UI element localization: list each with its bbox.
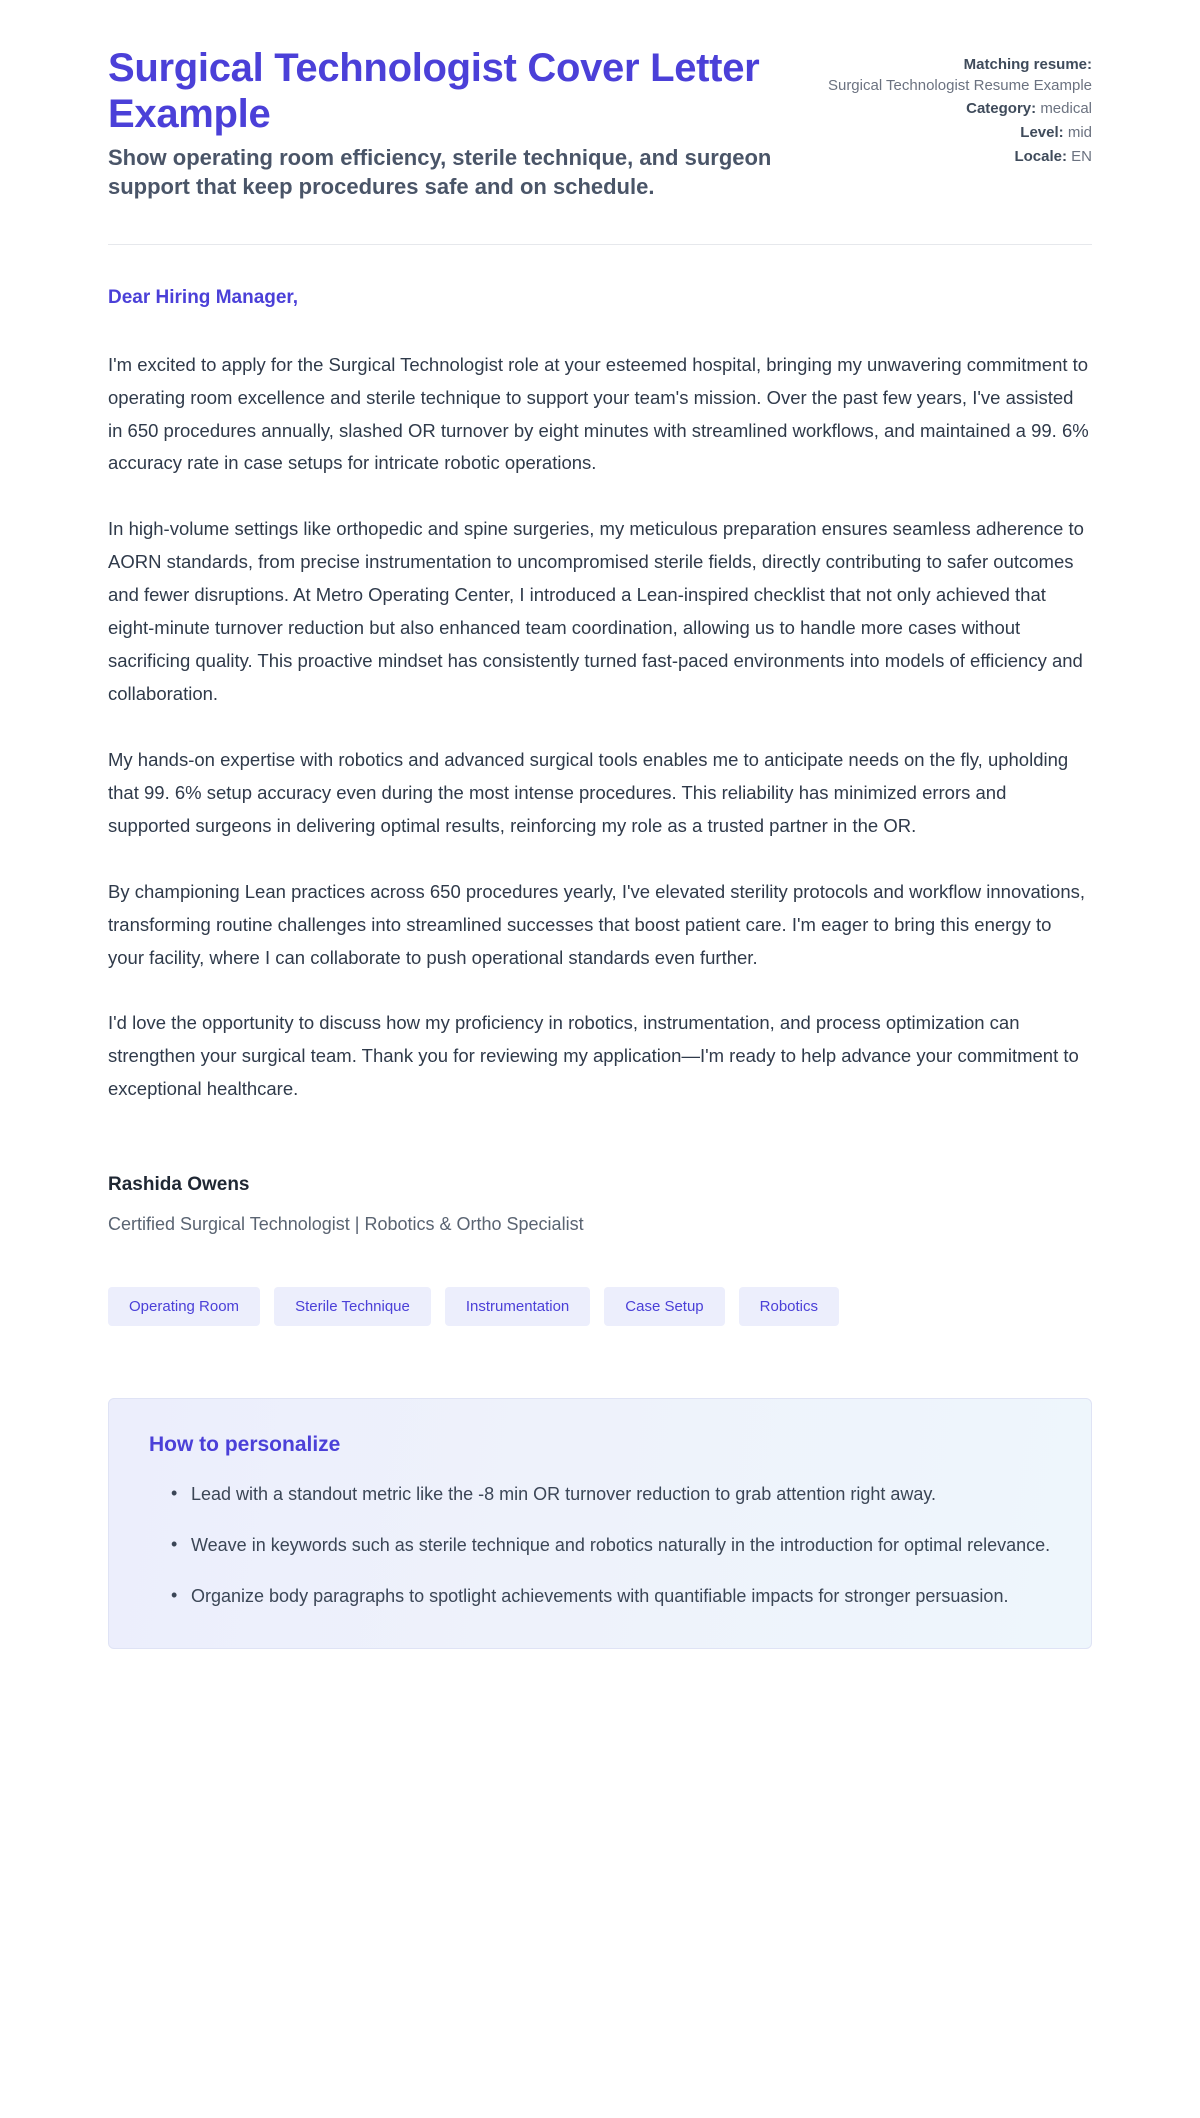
letter-body <box>108 287 1092 1107</box>
letter-paragraph: By championing Lean practices across 650 procedures yearly, I've elevated sterility protocols and workflow innovations, transforming routine challenges into streamlined successes that boost patient care. I'm eager to bring this energy to your facility, where I can collaborate to push operational standards even further. <box>108 880 1085 968</box>
header-text-block <box>108 46 788 202</box>
page-title: Surgical Technologist Cover Letter Example <box>108 46 760 136</box>
meta-matching-resume-label: Matching resume: <box>963 56 1092 73</box>
letter-paragraphs <box>108 349 1092 1107</box>
tag-chip[interactable]: Robotics <box>739 1287 839 1326</box>
meta-locale-value: EN <box>1071 147 1092 165</box>
letter-paragraph: In high-volume settings like orthopedic and spine surgeries, my meticulous preparation ensures seamless adherence to AORN standards, from precise instrumentation to uncompromised sterile fields, directly contributing to safer outcomes and fewer disruptions. At Metro Operating Center, I introduced a Lean-inspired checklist that not only achieved that eight-minute turnover reduction but also enhanced team coordination, allowing us to handle more cases without sacrificing quality. This proactive mindset has consistently turned fast-paced environments into models of efficiency and collaboration. <box>108 518 1084 704</box>
tag-chip[interactable]: Case Setup <box>604 1287 724 1326</box>
letter-paragraph: I'd love the opportunity to discuss how my proficiency in robotics, instrumentation, and process optimization can strengthen your surgical team. Thank you for reviewing my application—I'm ready to help advance your commitment to exceptional healthcare. <box>108 1012 1079 1100</box>
tag-chip[interactable]: Instrumentation <box>445 1287 590 1326</box>
callout-tip-item: • Organize body paragraphs to spotlight achievements with quantifiable impacts for stronger persuasion. <box>171 1581 1051 1612</box>
callout-tip-item: • Weave in keywords such as sterile technique and robotics naturally in the introduction for optimal relevance. <box>171 1530 1051 1561</box>
signature-block <box>108 1174 1092 1235</box>
callout-tip-item: • Lead with a standout metric like the -8 min OR turnover reduction to grab attention right away. <box>171 1479 1051 1510</box>
signature-role: Certified Surgical Technologist | Robotics & Ortho Specialist <box>108 1214 584 1235</box>
tag-list <box>108 1287 1092 1326</box>
meta-category <box>828 98 1092 120</box>
meta-level <box>828 122 1092 144</box>
letter-paragraph: My hands-on expertise with robotics and advanced surgical tools enables me to anticipate needs on the fly, upholding that 99. 6% setup accuracy even during the most intense procedures. This reliability has minimized errors and supported surgeons in delivering optimal results, reinforcing my role as a trusted partner in the OR. <box>108 748 1069 836</box>
callout-tip-list <box>149 1479 1051 1612</box>
page-subtitle: Show operating room efficiency, sterile technique, and surgeon support that keep procedures safe and on schedule. <box>108 145 772 200</box>
letter-paragraph: I'm excited to apply for the Surgical Technologist role at your esteemed hospital, bringing my unwavering commitment to operating room excellence and sterile technique to support your team's mission. Over the past few years, I've assisted in 650 procedures annually, slashed OR turnover by eight minutes with streamlined workflows, and maintained a 99. 6% accuracy rate in case setups for intricate robotic operations. <box>108 353 1089 474</box>
meta-locale <box>828 146 1092 168</box>
meta-locale-label: Locale: <box>1014 147 1067 165</box>
tag-chip[interactable]: Operating Room <box>108 1287 260 1326</box>
tag-chip[interactable]: Sterile Technique <box>274 1287 431 1326</box>
meta-matching-resume-value: Surgical Technologist Resume Example <box>827 76 1092 94</box>
letter-salutation: Dear Hiring Manager, <box>108 286 299 308</box>
meta-matching-resume <box>828 54 1092 96</box>
page-header <box>108 46 1092 202</box>
meta-category-value: medical <box>1040 100 1092 117</box>
meta-category-label: Category: <box>966 100 1037 117</box>
header-divider <box>108 244 1092 245</box>
signature-name: Rashida Owens <box>108 1174 250 1196</box>
callout-title: How to personalize <box>149 1433 341 1457</box>
document-metadata <box>828 46 1092 167</box>
personalize-callout <box>108 1398 1092 1649</box>
meta-level-label: Level: <box>1020 123 1064 141</box>
meta-level-value: mid <box>1067 123 1092 141</box>
